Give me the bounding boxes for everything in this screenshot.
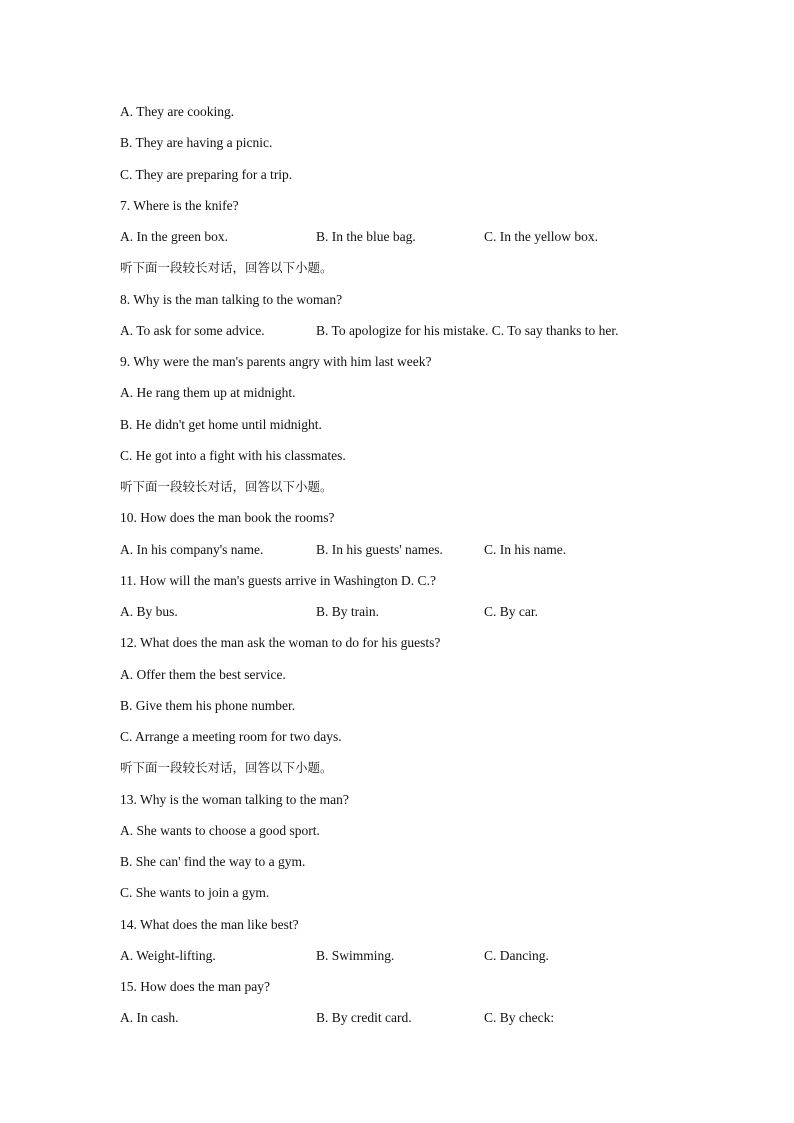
section-instruction: 听下面一段较长对话，回答以下小题。: [120, 479, 333, 494]
question-text: 9. Why were the man's parents angry with him last week?: [120, 354, 432, 369]
answer-option: A. He rang them up at midnight.: [120, 385, 296, 401]
option-c: C. By check:: [484, 1010, 555, 1026]
question-text: 14. What does the man like best?: [120, 916, 299, 932]
answer-option: B. He didn't get home until midnight.: [120, 416, 322, 432]
option-a: A. In his company's name.: [120, 541, 264, 557]
option-a: A. By bus.: [120, 604, 178, 619]
question-text: 12. What does the man ask the woman to do for his guests?: [120, 635, 441, 651]
option-b: B. In his guests' names.: [316, 541, 443, 557]
answer-option: C. They are preparing for a trip.: [120, 166, 293, 182]
question-text: 8. Why is the man talking to the woman?: [120, 291, 343, 307]
question-text: 11. How will the man's guests arrive in Washington D. C.?: [120, 572, 436, 588]
answer-option: B. They are having a picnic.: [120, 135, 273, 151]
answer-option: B. Give them his phone number.: [120, 697, 296, 713]
option-c: C. In the yellow box.: [484, 229, 598, 244]
answer-option: C. She wants to join a gym.: [120, 885, 270, 901]
option-a: A. Weight-lifting.: [120, 947, 216, 963]
question-text: 13. Why is the woman talking to the man?: [120, 791, 349, 807]
answer-option: C. He got into a fight with his classmates.: [120, 447, 346, 463]
answer-option: B. She can' find the way to a gym.: [120, 854, 306, 869]
answer-option: A. They are cooking.: [120, 104, 235, 119]
question-text: 15. How does the man pay?: [120, 979, 270, 994]
option-b: B. By train.: [316, 604, 379, 619]
option-a: A. In the green box.: [120, 229, 228, 244]
section-instruction: 听下面一段较长对话，回答以下小题。: [120, 760, 333, 776]
option-a: A. To ask for some advice.: [120, 322, 265, 338]
option-a: A. In cash.: [120, 1010, 179, 1026]
option-b: B. To apologize for his mistake. C. To say thanks to her.: [316, 322, 619, 338]
question-text: 10. How does the man book the rooms?: [120, 510, 335, 526]
option-c: C. In his name.: [484, 541, 567, 557]
option-b: B. Swimming.: [316, 947, 395, 963]
answer-option: C. Arrange a meeting room for two days.: [120, 729, 342, 744]
option-c: C. Dancing.: [484, 947, 549, 963]
answer-option: A. She wants to choose a good sport.: [120, 822, 320, 838]
answer-option: A. Offer them the best service.: [120, 666, 286, 682]
option-b: B. By credit card.: [316, 1010, 412, 1026]
option-c: C. By car.: [484, 604, 538, 619]
section-instruction: 听下面一段较长对话，回答以下小题。: [120, 260, 333, 276]
option-b: B. In the blue bag.: [316, 229, 416, 244]
question-text: 7. Where is the knife?: [120, 197, 239, 213]
